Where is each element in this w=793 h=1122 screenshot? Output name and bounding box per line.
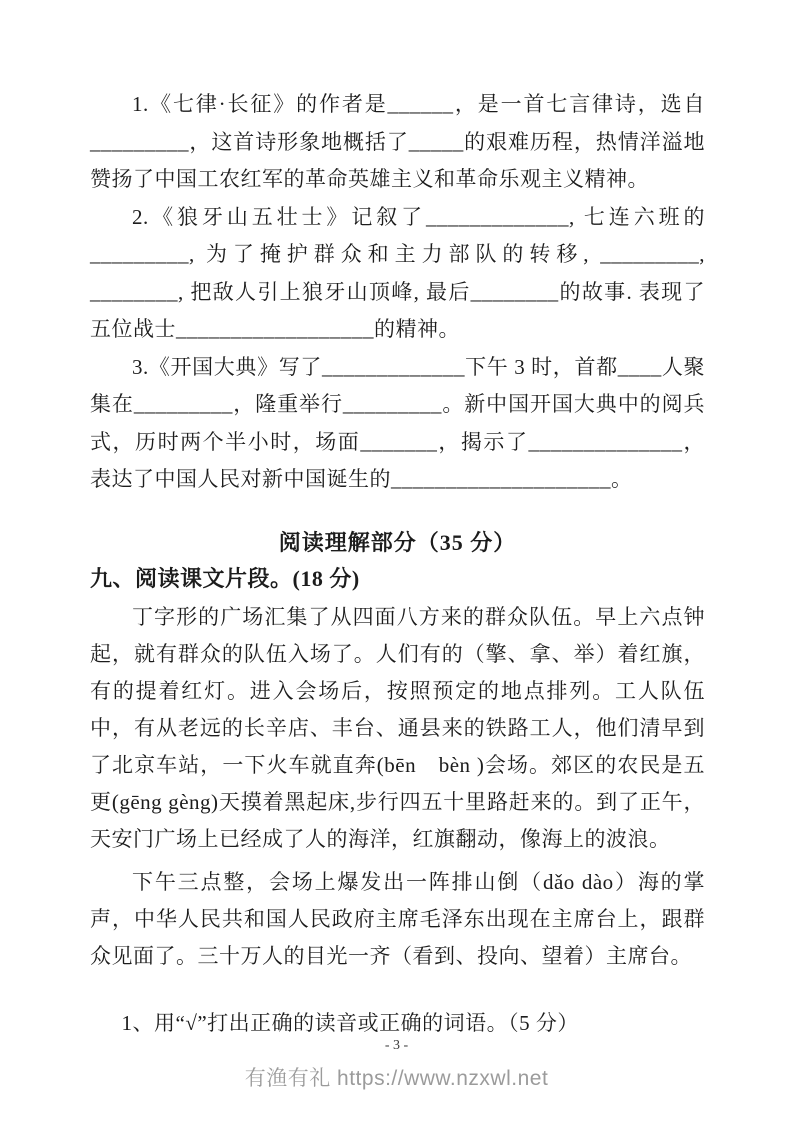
fill-in-question-3: 3.《开国大典》写了_____________下午 3 时，首都____人聚集在_________，隆重举行_________。新中国开国大典中的阅兵式，历时两个半小时，场面_______，揭示了______________，表达了中国人民对新中国诞生的____________________。 <box>90 354 705 491</box>
part-nine-heading: 九、阅读课文片段。(18 分) <box>90 565 360 591</box>
reading-sub-question-1: 1、用“√”打出正确的读音或正确的词语。（5 分） <box>121 1010 579 1035</box>
site-watermark: 有渔有礼 https://www.nzxwl.net <box>244 1067 549 1090</box>
reading-passage <box>90 599 705 975</box>
passage-paragraph-2: 下午三点整，会场上爆发出一阵排山倒（dǎo dào）海的掌声，中华人民共和国人民政府主席毛泽东出现在主席台上，跟群众见面了。三十万人的目光一齐（看到、投向、望着）主席台。 <box>90 869 705 968</box>
passage-paragraph-1: 丁字形的广场汇集了从四面八方来的群众队伍。早上六点钟起，就有群众的队伍入场了。人们有的（擎、拿、举）着红旗，有的提着红灯。进入会场后，按照预定的地点排列。工人队伍中，有从老远的长辛店、丰台、通县来的铁路工人，他们清早到了北京车站，一下火车就直奔(bēn bèn )会场。郊区的农民是五更(gēng gèng)天摸着黑起床,步行四五十里路赶来的。到了正午，天安门广场上已经成了人的海洋，红旗翻动，像海上的波浪。 <box>90 604 705 851</box>
reading-section-title: 阅读理解部分（35 分） <box>278 529 517 555</box>
fill-in-question-2: 2.《狼牙山五壮士》记叙了_____________, 七连六班的_________, 为了掩护群众和主力部队的转移, _________, ________, 把敌人引上狼牙山顶峰, 最后________的故事. 表现了五位战士__________________的精神。 <box>90 204 705 341</box>
page-number: - 3 - <box>384 1038 409 1053</box>
fill-in-question-1: 1.《七律·长征》的作者是______，是一首七言律诗，选自_________，这首诗形象地概括了_____的艰难历程，热情洋溢地赞扬了中国工农红军的革命英雄主义和革命乐观主义精神。 <box>90 92 705 191</box>
